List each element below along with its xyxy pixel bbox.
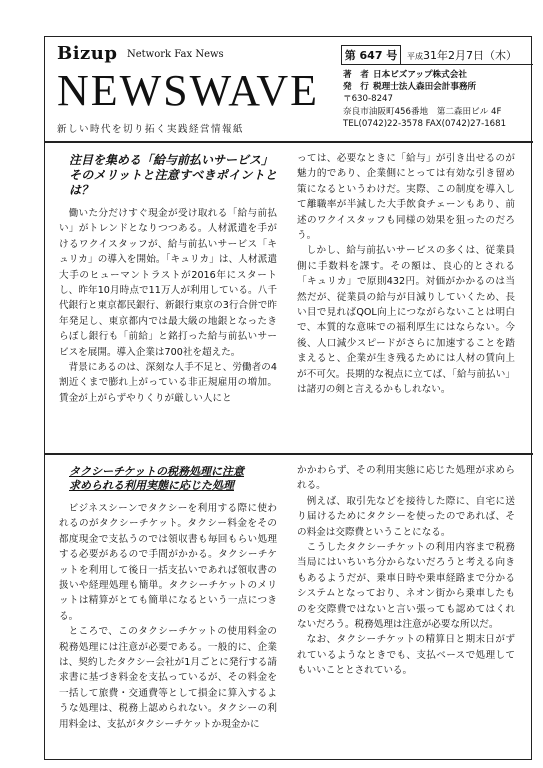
- newsletter-logo: NEWSWAVE: [57, 66, 320, 115]
- issuer-line: [343, 81, 531, 93]
- masthead: [45, 37, 533, 143]
- article2-left-column: [59, 463, 277, 732]
- article1-paragraph: っては、必要なときに「給与」が引き出せるのが魅力的であり、企業側にとっては有効な引き留め策になるというわけだ。実際、この制度を導入して離職率が半減した大手飲食チェーンもあり、前述のワクイスタッフも同様の効果を狙ったのだろう。: [297, 153, 515, 242]
- contact-numbers: TEL(0742)22-3578 FAX(0742)27-1681: [343, 118, 507, 129]
- brand-name: Bizup: [57, 43, 118, 64]
- article2-paragraph: ビジネスシーンでタクシーを利用する際に使われるのがタクシーチケット。タクシー料金をその都度現金で支払うのでは領収書も毎回もらい処理する必要があるので手間がかかる。タクシーチケットを利用して後日一括支払いであれば領収書の扱いや経理処理も簡単。タクシーチケットのメリットは精算がとても簡単になるという一点につきる。: [59, 503, 277, 622]
- article-salary-prepayment: [45, 145, 533, 455]
- issue-date-text: 31年2月7日（木）: [423, 49, 517, 62]
- article1-headline-line2: そのメリットと注意すべきポイントとは？: [69, 168, 277, 197]
- article2-headline: [69, 465, 277, 493]
- issue-number: 第 647 号: [341, 45, 401, 65]
- article2-headline-line1: タクシーチケットの税務処理に注意: [69, 465, 245, 478]
- brand-subtitle: Network Fax News: [127, 49, 224, 60]
- article1-paragraph: しかし、給与前払いサービスの多くは、従業員側に手数料を課す。その額は、良心的とされる「キュリカ」で原則432円。対価がかかるのは当然だが、従業員の給与が目減りしていくため、長い目で見ればQOL向上につながらないことは明白で、本質的な意味での福利厚生にはならない。今後、人口減少スピードがさらに加速することを踏まえると、企業が生き残るためには人材の賃向上が不可欠。長期的な視点に立てば、「給与前払い」は諸刃の剣と言えるかもしれない。: [297, 245, 515, 396]
- article2-paragraph: 例えば、取引先などを接待した際に、自宅に送り届けるためにタクシーを使ったのであれば、その料金は交際費ということになる。: [297, 495, 515, 538]
- author-name: 日本ビズアップ株式会社: [373, 70, 467, 80]
- author-label: 著 者: [343, 70, 369, 80]
- newsletter-page: [44, 36, 532, 760]
- article1-left-column: [59, 151, 277, 406]
- article2-headline-line2: 求められる利用実態に応じた処理: [69, 479, 234, 492]
- article2-paragraph: かかわらず、その利用実態に応じた処理が求められる。: [297, 465, 515, 492]
- article1-right-column: [297, 151, 515, 398]
- issuer-label: 発 行: [343, 82, 369, 93]
- article1-headline-line1: 注目を集める「給与前払いサービス」: [69, 153, 274, 167]
- article2-paragraph: こうしたタクシーチケットの利用内容まで税務当局にはいちいち分からないだろうと考える向きもあるようだが、乗車日時や乗車経路まで分かるシステムとなっており、ネオン街から乗車したものを交際費ではないと言い張っても認めてはくれないだろう。税務処理は注意が必要な所以だ。: [297, 542, 515, 631]
- article2-paragraph: なお、タクシーチケットの精算日と期末日がずれているようなときでも、支払ベースで処理してもいいこととされている。: [297, 634, 515, 677]
- article1-paragraph: 働いた分だけすぐ現金が受け取れる「給与前払い」がトレンドとなりつつある。人材派遣を手がけるワクイスタッフが、給与前払いサービス「キュリカ」の導入を開始。「キュリカ」は、人材派遣大手のヒューマントラストが2016年にスタートし、昨年10月時点で11万人が利用している。八千代銀行と東京都民銀行、新銀行東京の3行合併で昨年発足し、東京都内では最大級の地銀となったきらぼし銀行も「前給」と銘打った給与前払いサービスを展開。導入企業は700社を超えた。: [59, 208, 277, 358]
- postal-code: 〒630-8247: [343, 94, 393, 105]
- issuer-name: 税理士法人森田会計事務所: [373, 82, 477, 93]
- tagline: 新しい時代を切り拓く実践経営情報紙: [57, 124, 245, 135]
- article2-paragraph: ところで、このタクシーチケットの使用料金の税務処理には注意が必要である。一般的に、企業は、契約したタクシー会社が1月ごとに発行する請求書に基づき料金を支払っているが、その料金を一括して旅費・交通費等として損金に算入するような処理は、税務上認められない。タクシーの利用料金は、支払がタクシーチケットか現金かに: [59, 626, 277, 730]
- publisher-info: [343, 69, 531, 130]
- issue-era: 平成: [407, 52, 423, 61]
- issue-date: [407, 47, 517, 63]
- issue-info: [341, 45, 533, 65]
- article2-right-column: [297, 463, 515, 679]
- author-line: [343, 69, 531, 81]
- article1-paragraph: 背景にあるのは、深刻な人手不足と、労働者の4割近くまで膨れ上がっている非正規雇用の増加。賃金が上がらずやりくりが厳しい人にと: [59, 362, 277, 404]
- article1-headline: [69, 153, 277, 198]
- article-taxi-ticket: [45, 457, 533, 761]
- address: 奈良市油阪町456番地 第二森田ビル 4F: [343, 106, 502, 117]
